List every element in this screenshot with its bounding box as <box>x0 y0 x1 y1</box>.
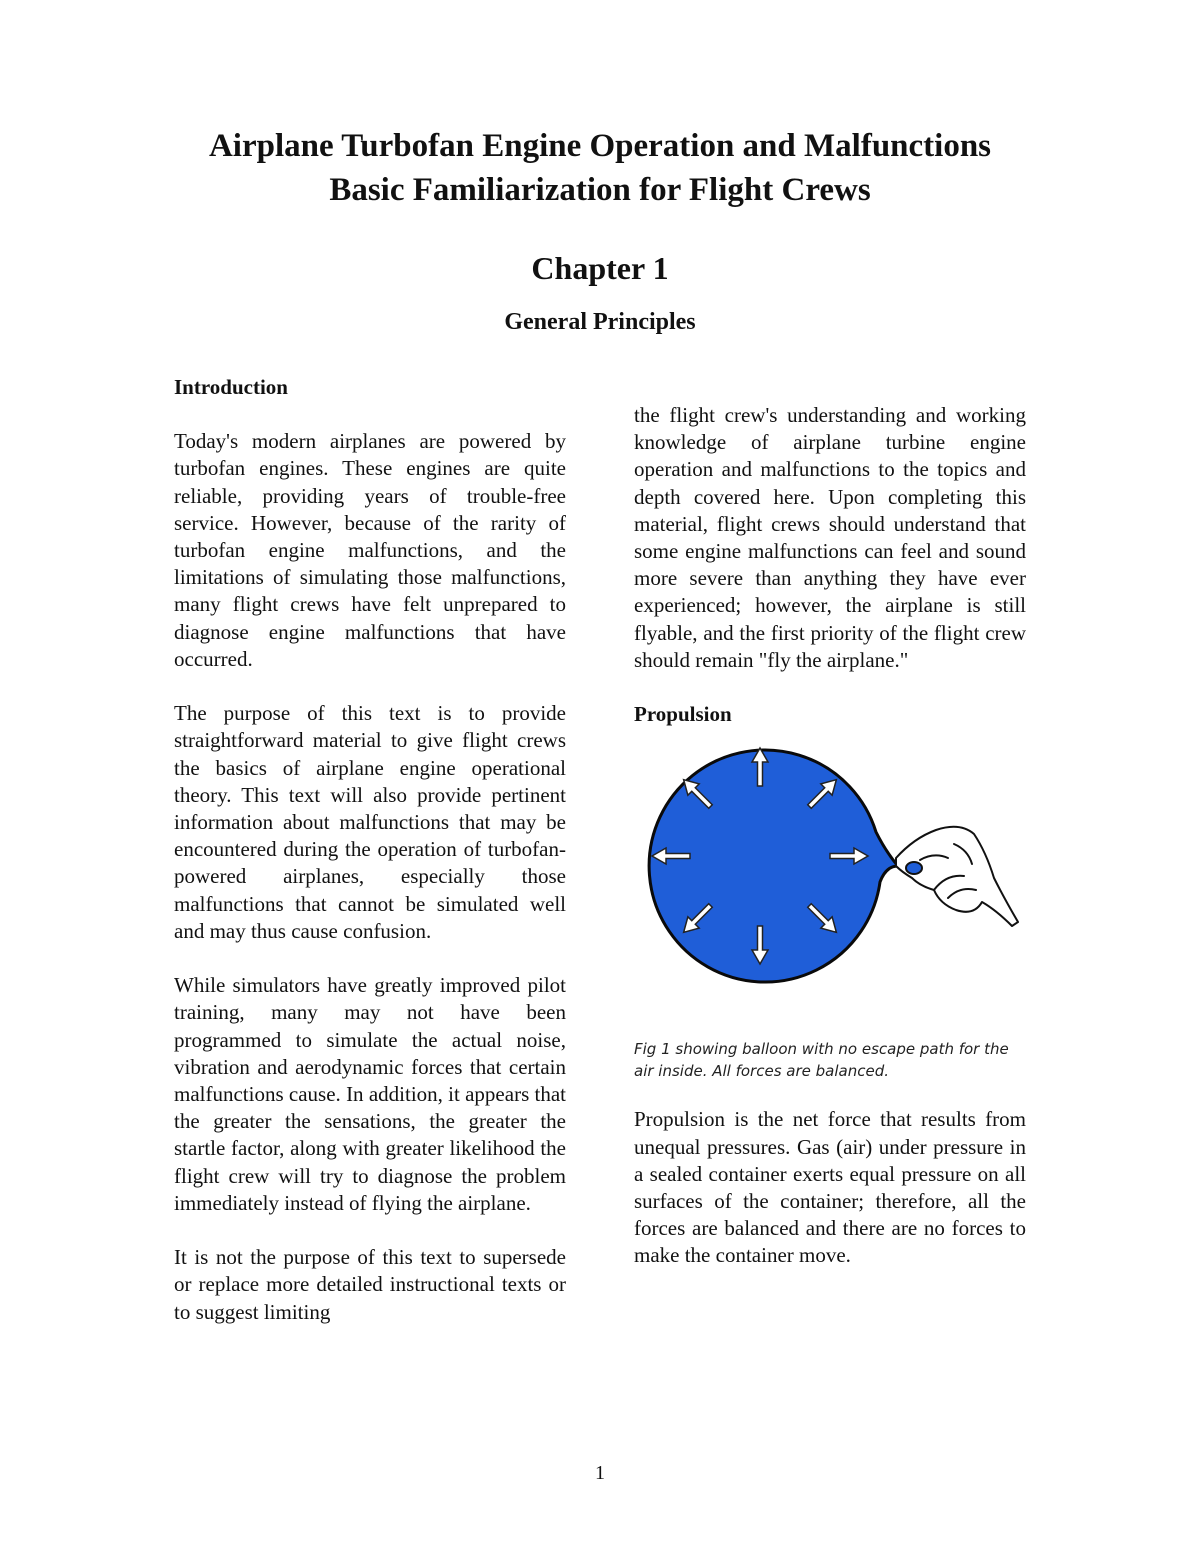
chapter-subtitle: General Principles <box>504 309 696 335</box>
intro-continuation: the flight crew's understanding and working knowledge of airplane turbine engine operation and malfunctions to the topics and depth covered here. Upon completing this material, flight crews should understand that some engine malfunctions can feel and sound more severe than anything they have ever experienced; however, the airplane is still flyable, and the first priority of the flight crew should remain "fly the airplane." <box>634 403 1026 672</box>
page-number: 1 <box>595 1462 605 1484</box>
document-title <box>0 124 1200 212</box>
hand-drawing <box>896 827 1018 926</box>
balloon-knot <box>906 862 922 874</box>
balloon-figure <box>634 740 1026 1030</box>
intro-paragraph-4: It is not the purpose of this text to supersede or replace more detailed instructional texts or to suggest limiting <box>174 1245 566 1324</box>
chapter-heading: Chapter 1 <box>531 250 669 286</box>
title-line-2: Basic Familiarization for Flight Crews <box>329 172 871 208</box>
title-line-1: Airplane Turbofan Engine Operation and Malfunctions <box>208 128 992 164</box>
figure-caption: Fig 1 showing balloon with no escape path for the air inside. All forces are balanced. <box>634 1040 1009 1081</box>
propulsion-heading: Propulsion <box>634 702 732 727</box>
intro-paragraph-3: While simulators have greatly improved pilot training, many may not have been programmed to simulate the actual noise, vibration and aerodynamic forces that certain malfunctions cause. In addition, it appears that the greater the sensations, the greater the startle factor, along with greater likelihood the flight crew will try to diagnose the problem immediately instead of flying the airplane. <box>174 973 566 1215</box>
introduction-heading: Introduction <box>174 375 288 399</box>
left-column <box>174 374 566 1326</box>
propulsion-paragraph: Propulsion is the net force that results from unequal pressures. Gas (air) under pressure in a sealed container exerts equal pressure on all surfaces of the container; therefore, all the forces are balanced and there are no forces to make the container move. <box>634 1107 1026 1268</box>
right-column <box>634 402 1026 1270</box>
intro-paragraph-1: Today's modern airplanes are powered by turbofan engines. These engines are quite reliable, providing years of trouble-free service. However, because of the rarity of turbofan engine malfunctions, and the limitations of simulating those malfunctions, many flight crews have felt unprepared to diagnose engine malfunctions that have occurred. <box>174 429 566 671</box>
balloon-illustration <box>634 740 1026 1030</box>
intro-paragraph-2: The purpose of this text is to provide straightforward material to give flight crews the basics of airplane engine operational theory. This text will also provide pertinent information about malfunctions that may be encountered during the operation of turbofan-powered airplanes, especially those malfunctions that cannot be simulated well and may thus cause confusion. <box>174 701 566 943</box>
